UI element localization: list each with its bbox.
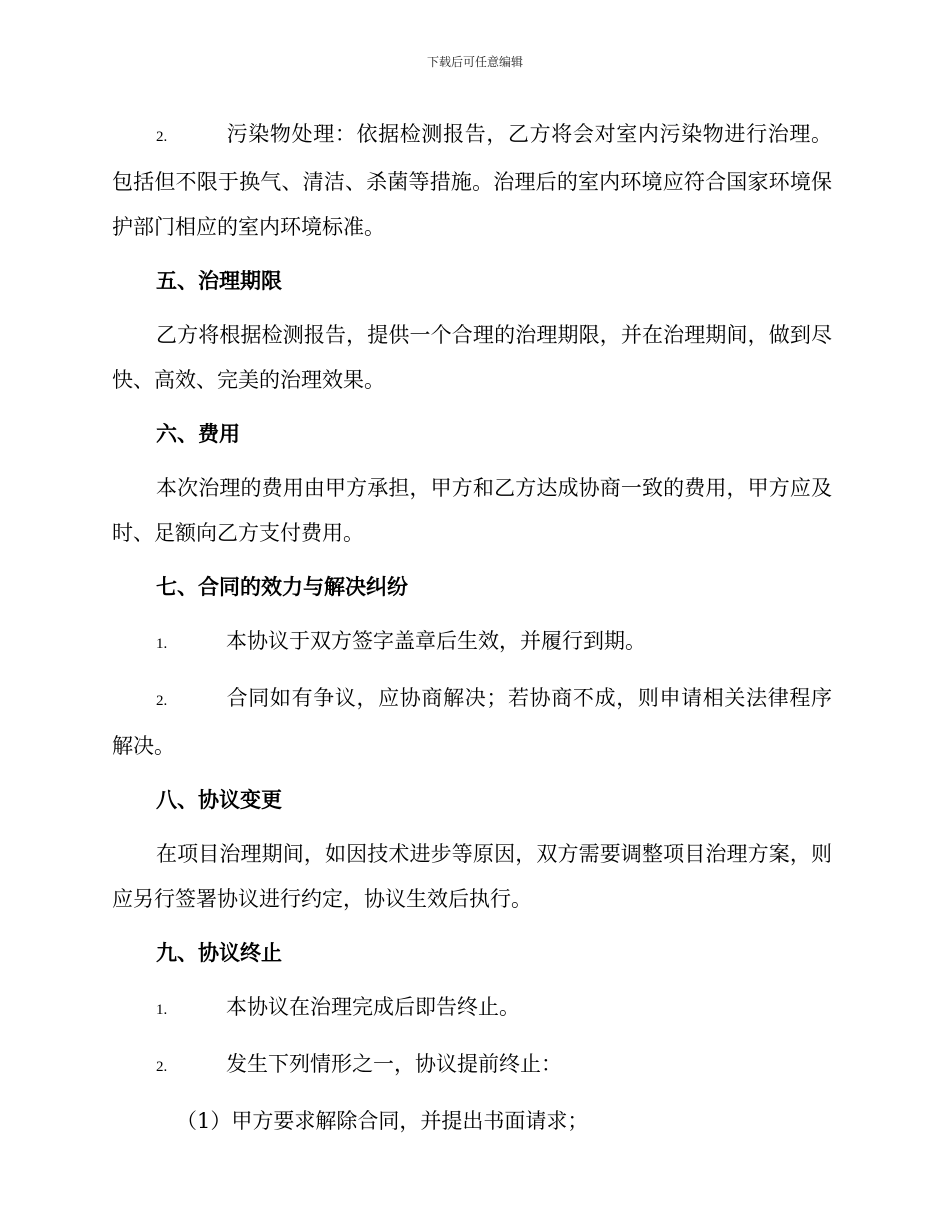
clause-pollutant-treatment [112, 112, 832, 250]
clause-text: 污染物处理：依据检测报告，乙方将会对室内污染物进行治理。包括但不限于换气、清洁、杀菌等措施。治理后的室内环境应符合国家环境保护部门相应的室内环境标准。 [112, 122, 832, 239]
clause-text: 本协议于双方签字盖章后生效，并履行到期。 [226, 629, 646, 653]
sub-clause-1: （1）甲方要求解除合同，并提出书面请求； [176, 1109, 589, 1133]
section-heading-termination: 九、协议终止 [156, 941, 282, 965]
clause-number: 2. [156, 693, 168, 709]
paragraph-fees: 本次治理的费用由甲方承担，甲方和乙方达成协商一致的费用，甲方应及时、足额向乙方支付费用。 [112, 476, 832, 545]
clause-text: 本协议在治理完成后即告终止。 [226, 995, 520, 1019]
clause-early-termination [112, 1042, 832, 1090]
clause-text: 发生下列情形之一，协议提前终止： [226, 1052, 562, 1076]
section-heading-fees: 六、费用 [156, 422, 240, 446]
paragraph-treatment-period: 乙方将根据检测报告，提供一个合理的治理期限，并在治理期间，做到尽快、高效、完美的治理效果。 [112, 323, 832, 392]
clause-number: 2. [156, 1059, 168, 1075]
clause-disputes [112, 676, 832, 769]
document-body [112, 112, 832, 1153]
clause-number: 2. [156, 129, 168, 145]
section-heading-treatment-period: 五、治理期限 [156, 269, 282, 293]
clause-number: 1. [156, 636, 168, 652]
clause-text: 合同如有争议，应协商解决；若协商不成，则申请相关法律程序解决。 [112, 686, 832, 758]
section-heading-validity-disputes: 七、合同的效力与解决纠纷 [156, 575, 408, 599]
page-header: 下载后可任意编辑 [426, 55, 523, 69]
paragraph-amendment: 在项目治理期间，如因技术进步等原因，双方需要调整项目治理方案，则应另行签署协议进行约定，协议生效后执行。 [112, 842, 832, 911]
clause-effective [112, 619, 832, 667]
clause-termination-complete [112, 985, 832, 1033]
clause-number: 1. [156, 1002, 168, 1018]
section-heading-amendment: 八、协议变更 [156, 788, 282, 812]
